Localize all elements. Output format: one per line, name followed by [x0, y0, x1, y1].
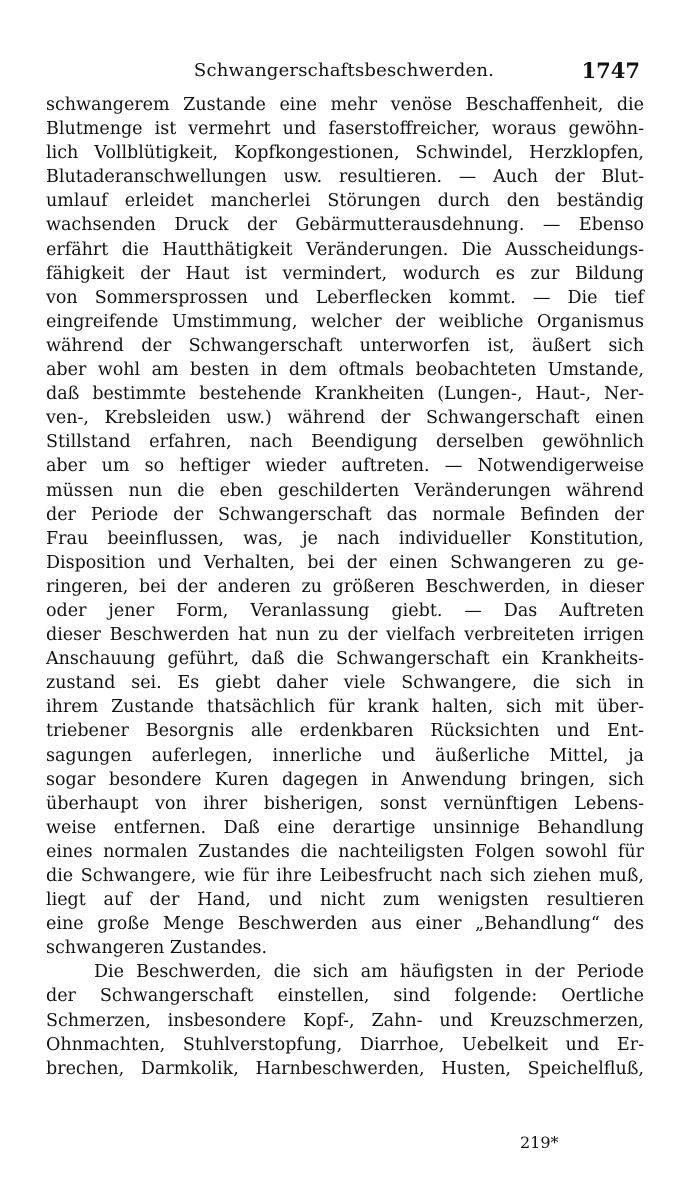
- text-line: ven-, Krebsleiden usw.) während der Schwangerschaft einen: [46, 408, 644, 429]
- text-line: zustand sei. Es giebt daher viele Schwangere, die sich in: [46, 673, 644, 694]
- text-line: umlauf erleidet mancherlei Störungen durch den beständig: [46, 191, 644, 212]
- text-line: Stillstand erfahren, nach Beendigung derselben gewöhnlich: [46, 432, 644, 453]
- text-line: sagungen auferlegen, innerliche und äußerliche Mittel, ja: [46, 745, 644, 766]
- text-line: ringeren, bei der anderen zu größeren Beschwerden, in dieser: [46, 576, 644, 597]
- text-line: ihrem Zustande thatsächlich für krank halten, sich mit über-: [46, 697, 644, 718]
- signature-mark: 219*: [520, 1133, 559, 1152]
- text-line: lich Vollblütigkeit, Kopfkongestionen, Schwindel, Herzklopfen,: [46, 143, 644, 164]
- text-line: eingreifende Umstimmung, welcher der weibliche Organismus: [46, 311, 644, 332]
- text-line: Disposition und Verhalten, bei der einen Schwangeren zu ge-: [46, 552, 644, 573]
- text-line: liegt auf der Hand, und nicht zum wenigsten resultieren: [46, 890, 644, 911]
- text-line: weise entfernen. Daß eine derartige unsinnige Behandlung: [46, 817, 644, 838]
- text-line: aber wohl am besten in dem oftmals beobachteten Umstande,: [46, 360, 644, 381]
- text-line: oder jener Form, Veranlassung giebt. — Das Auftreten: [46, 600, 644, 621]
- text-line: der Periode der Schwangerschaft das normale Befinden der: [46, 504, 644, 525]
- text-line: überhaupt von ihrer bisherigen, sonst vernünftigen Lebens-: [46, 793, 644, 814]
- text-line: fähigkeit der Haut ist vermindert, wodurch es zur Bildung: [46, 263, 644, 284]
- text-line: von Sommersprossen und Leberflecken kommt. — Die tief: [46, 287, 644, 308]
- paragraph-end-line: schwangeren Zustandes.: [46, 938, 268, 959]
- page-number: 1747: [581, 58, 640, 83]
- text-line: daß bestimmte bestehende Krankheiten (Lungen-, Haut-, Ner-: [46, 384, 644, 405]
- text-line: brechen, Darmkolik, Harnbeschwerden, Husten, Speichelfluß,: [46, 1058, 644, 1079]
- text-line: Schmerzen, insbesondere Kopf-, Zahn- und Kreuzschmerzen,: [46, 1010, 644, 1031]
- text-line: Frau beeinflussen, was, je nach individueller Konstitution,: [46, 528, 644, 549]
- text-line: erfährt die Hautthätigkeit Veränderungen. Die Ausscheidungs-: [46, 239, 644, 260]
- text-line: aber um so heftiger wieder auftreten. — Notwendigerweise: [46, 456, 644, 477]
- text-line: eines normalen Zustandes die nachteiligsten Folgen sowohl für: [46, 841, 644, 862]
- text-line: triebener Besorgnis alle erdenkbaren Rücksichten und Ent-: [46, 721, 644, 742]
- running-title: Schwangerschaftsbeschwerden.: [193, 60, 495, 81]
- running-head: [48, 56, 640, 86]
- text-line: der Schwangerschaft einstellen, sind folgende: Oertliche: [46, 986, 644, 1007]
- text-line: während der Schwangerschaft unterworfen ist, äußert sich: [46, 335, 644, 356]
- text-line: wachsenden Druck der Gebärmutterausdehnung. — Ebenso: [46, 215, 644, 236]
- text-line: Anschauung geführt, daß die Schwangerschaft ein Krankheits-: [46, 649, 644, 670]
- paragraph-start-line: Die Beschwerden, die sich am häufigsten in der Periode: [94, 962, 644, 983]
- text-line: die Schwangere, wie für ihre Leibesfrucht nach sich ziehen muß,: [46, 866, 644, 886]
- body-text: [46, 93, 644, 1081]
- text-line: Ohnmachten, Stuhlverstopfung, Diarrhoe, Uebelkeit und Er-: [46, 1034, 644, 1055]
- text-line: dieser Beschwerden hat nun zu der vielfach verbreiteten irrigen: [46, 625, 644, 646]
- text-line: Blutaderanschwellungen usw. resultieren. — Auch der Blut-: [46, 167, 644, 188]
- text-line: schwangerem Zustande eine mehr venöse Beschaffenheit, die: [46, 95, 644, 115]
- text-line: eine große Menge Beschwerden aus einer „Behandlung“ des: [46, 914, 644, 935]
- text-line: sogar besondere Kuren dagegen in Anwendung bringen, sich: [46, 769, 644, 790]
- text-line: müssen nun die eben geschilderten Veränderungen während: [46, 480, 644, 501]
- text-line: Blutmenge ist vermehrt und faserstoffreicher, woraus gewöhn-: [46, 119, 644, 140]
